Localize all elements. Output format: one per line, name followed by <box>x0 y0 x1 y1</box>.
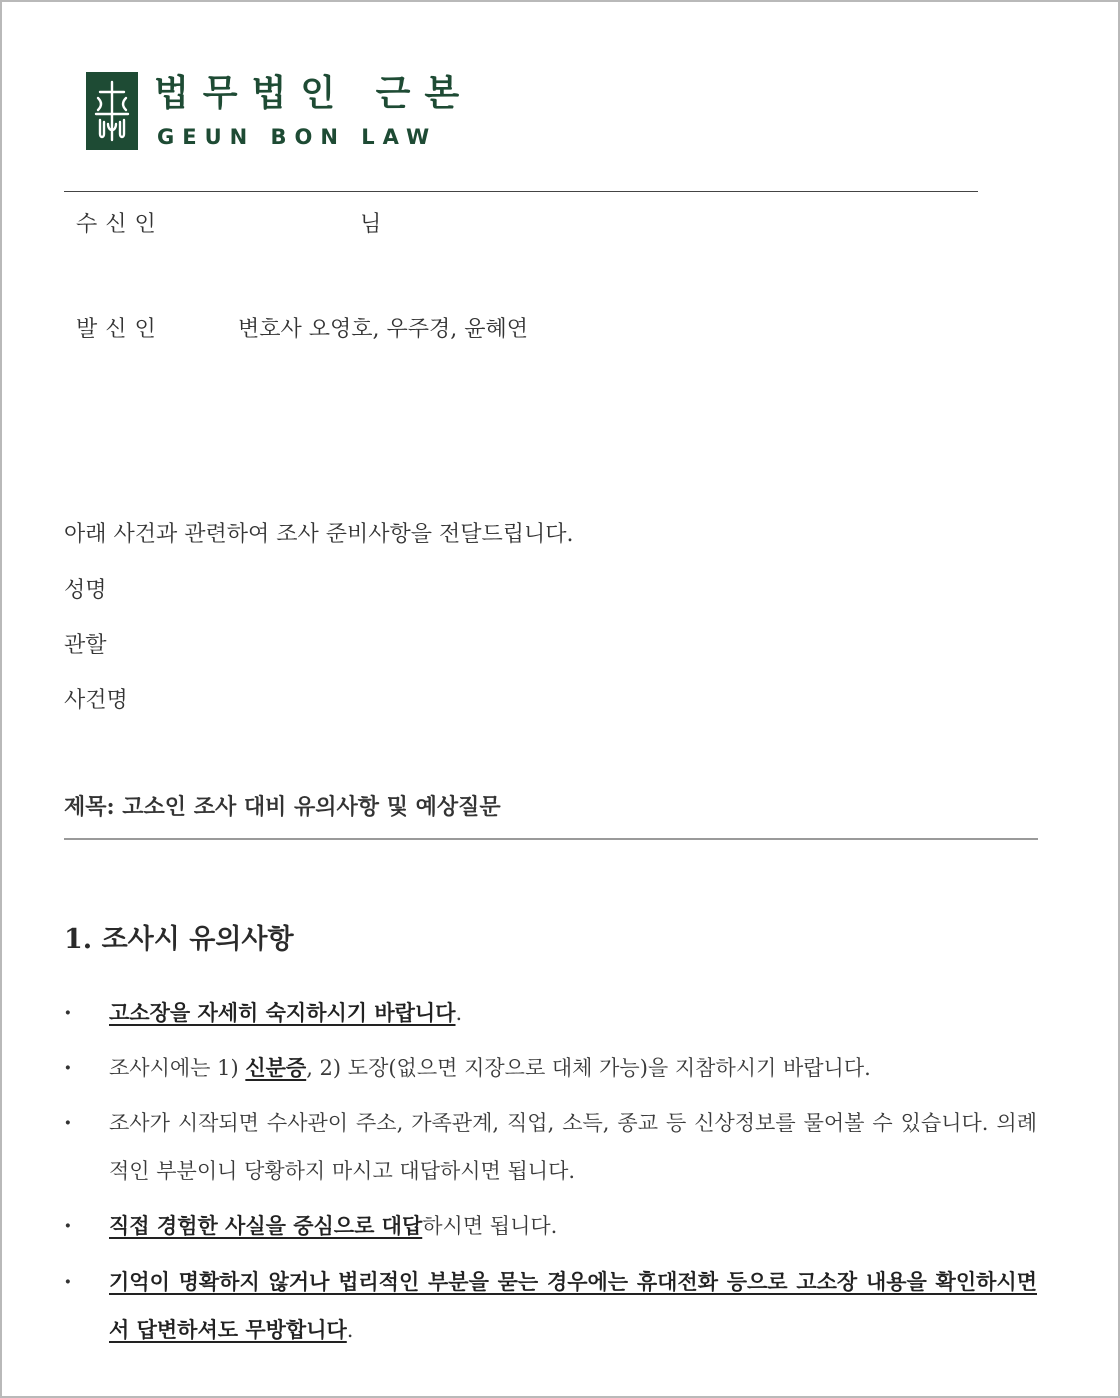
subject-divider <box>64 838 1038 840</box>
list-item-emphasis: 고소장을 자세히 숙지하시기 바랍니다 <box>109 1000 456 1025</box>
list-item-text: , 2) 도장(없으면 지장으로 대체 가능)을 지참하시기 바랍니다. <box>306 1056 871 1080</box>
case-name-label: 사건명 <box>64 688 128 713</box>
recipient-suffix: 님 <box>360 212 382 237</box>
list-item-emphasis: 기억이 명확하지 않거나 법리적인 부분을 묻는 경우에는 휴대전화 등으로 고소장 내용을 확인하시면서 답변하셔도 무방합니다 <box>109 1269 1037 1342</box>
header-divider <box>64 191 978 192</box>
list-item-emphasis: 신분증 <box>245 1055 307 1080</box>
list-item-text: 조사시에는 1) <box>109 1056 246 1080</box>
bullet-marker: · <box>64 1213 72 1239</box>
subject-line: 제목: 고소인 조사 대비 유의사항 및 예상질문 <box>64 794 501 820</box>
list-item <box>109 1099 1037 1195</box>
list-item <box>109 1053 1037 1083</box>
list-item-text: . <box>346 1318 354 1342</box>
geun-bon-emblem-icon <box>86 72 138 150</box>
sender-label: 발신인 <box>76 317 164 342</box>
sender-value: 변호사 오영호, 우주경, 윤혜연 <box>238 317 528 342</box>
firm-name-english: GEUN BON LAW <box>157 125 438 149</box>
recipient-label: 수신인 <box>76 212 164 237</box>
bullet-marker: · <box>64 1000 72 1026</box>
firm-logo <box>86 72 138 150</box>
section-title: 1. 조사시 유의사항 <box>64 924 294 955</box>
intro-line: 아래 사건과 관련하여 조사 준비사항을 전달드립니다. <box>64 522 574 547</box>
list-item-text: 조사가 시작되면 수사관이 주소, 가족관계, 직업, 소득, 종교 등 신상정보를 물어볼 수 있습니다. 의례적인 부분이니 당황하지 마시고 대답하시면 됩니다. <box>109 1111 1037 1183</box>
bullet-marker: · <box>64 1269 72 1295</box>
firm-name-korean: 법무법인 근본 <box>154 73 474 114</box>
bullet-marker: · <box>64 1110 72 1136</box>
name-label: 성명 <box>64 578 107 603</box>
bullet-marker: · <box>64 1055 72 1081</box>
list-item-text: 하시면 됩니다. <box>422 1214 558 1238</box>
list-item <box>109 998 1037 1028</box>
list-item-emphasis: 직접 경험한 사실을 중심으로 대답 <box>109 1213 423 1238</box>
list-item <box>109 1258 1037 1354</box>
list-item-text: . <box>455 1001 463 1025</box>
jurisdiction-label: 관할 <box>64 633 107 658</box>
list-item <box>109 1211 1037 1241</box>
